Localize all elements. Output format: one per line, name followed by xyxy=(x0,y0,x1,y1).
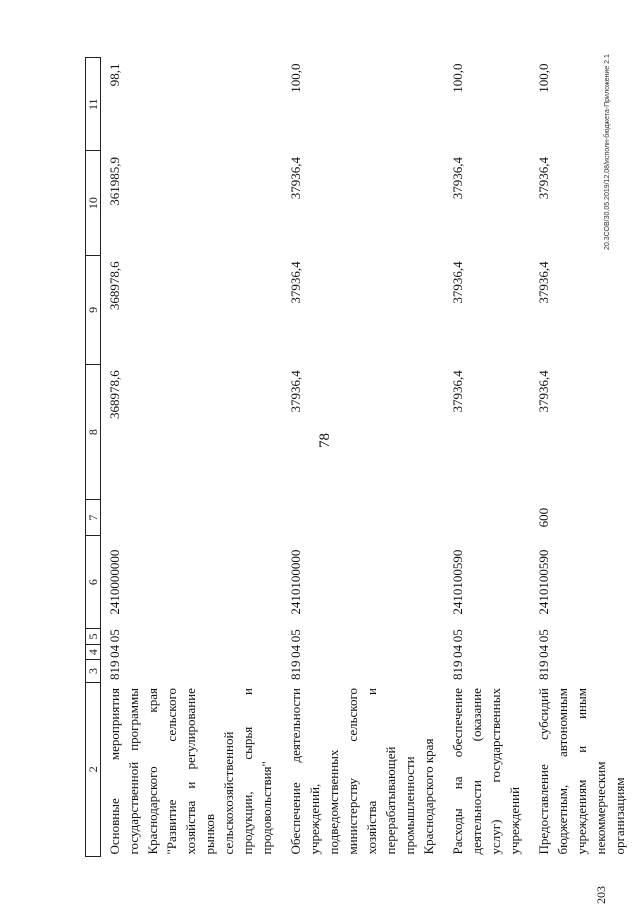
table-row xyxy=(282,58,444,857)
row-c10: 361985,9 xyxy=(107,156,122,206)
budget-table xyxy=(85,57,635,857)
row-c7 xyxy=(282,500,444,536)
header-cell-9: 9 xyxy=(86,255,101,364)
row-c9: 37936,4 xyxy=(288,261,303,304)
row-c8: 37936,4 xyxy=(288,370,303,413)
row-c6: 2410100590 xyxy=(450,549,465,615)
row-c4: 04 xyxy=(450,644,465,658)
row-c5: 05 xyxy=(450,629,465,643)
row-c9: 37936,4 xyxy=(450,261,465,304)
row-name: Обеспечение деятельности учреждений, подведомственных министерству сельского хозяйства и перерабатывающей промышленности Краснодарского края xyxy=(288,688,436,855)
row-c7 xyxy=(101,500,283,536)
header-cell-4: 4 xyxy=(86,644,101,660)
header-cell-10: 10 xyxy=(86,151,101,255)
row-c9: 37936,4 xyxy=(536,261,551,304)
header-cell-6: 6 xyxy=(86,535,101,628)
table-row xyxy=(530,58,635,857)
header-cell-5: 5 xyxy=(86,629,101,645)
row-c10: 37936,4 xyxy=(536,156,551,200)
table-row xyxy=(101,58,283,857)
row-c10: 37936,4 xyxy=(288,156,303,200)
row-c5: 05 xyxy=(107,629,122,643)
row-name: Основные мероприятия государственной программы Краснодарского края "Развитие сельского хозяйства и регулирование рынков сельскохозяйственной продукции, сырья и продовольствия" xyxy=(107,688,274,855)
header-cell-11: 11 xyxy=(86,58,101,151)
document-stamp: 20.3СОВ/30.05.2019/12.08/исполн-бюджета-Приложение 2.1 xyxy=(604,54,611,250)
table-row xyxy=(444,58,530,857)
row-c8: 37936,4 xyxy=(450,370,465,413)
row-c4: 04 xyxy=(536,644,551,658)
row-name: Расходы на обеспечение деятельности (оказание услуг) государственных учреждений xyxy=(450,688,522,855)
row-c11: 100,0 xyxy=(536,63,551,93)
header-cell-3: 3 xyxy=(86,660,101,682)
row-c4: 04 xyxy=(288,644,303,658)
header-cell-7: 7 xyxy=(86,500,101,536)
row-c6: 2410100590 xyxy=(536,549,551,615)
header-cell-2: 2 xyxy=(86,682,101,856)
row-c8: 37936,4 xyxy=(536,370,551,413)
row-name: Предоставление субсидий бюджетным, автономным учреждениям и иным некоммерческим организациям xyxy=(536,688,627,855)
corner-page-number: 203 xyxy=(594,886,608,904)
row-c5: 05 xyxy=(288,629,303,643)
row-c11: 98,1 xyxy=(107,63,122,87)
budget-table-rotated xyxy=(85,57,640,857)
row-c8: 368978,6 xyxy=(107,370,122,420)
row-c3: 819 xyxy=(107,660,122,681)
row-c3: 819 xyxy=(288,660,303,681)
row-c11: 100,0 xyxy=(288,63,303,93)
row-c7 xyxy=(444,500,530,536)
row-c3: 819 xyxy=(450,660,465,681)
row-c3: 819 xyxy=(536,660,551,681)
page-number: 78 xyxy=(317,433,333,448)
row-c4: 04 xyxy=(107,644,122,658)
row-c5: 05 xyxy=(536,629,551,643)
row-c6: 2410000000 xyxy=(107,549,122,615)
row-c6: 2410100000 xyxy=(288,549,303,615)
row-c7: 600 xyxy=(536,507,551,528)
header-row xyxy=(86,58,101,857)
row-c9: 368978,6 xyxy=(107,261,122,311)
row-c11: 100,0 xyxy=(450,63,465,93)
header-cell-8: 8 xyxy=(86,364,101,500)
row-c10: 37936,4 xyxy=(450,156,465,200)
